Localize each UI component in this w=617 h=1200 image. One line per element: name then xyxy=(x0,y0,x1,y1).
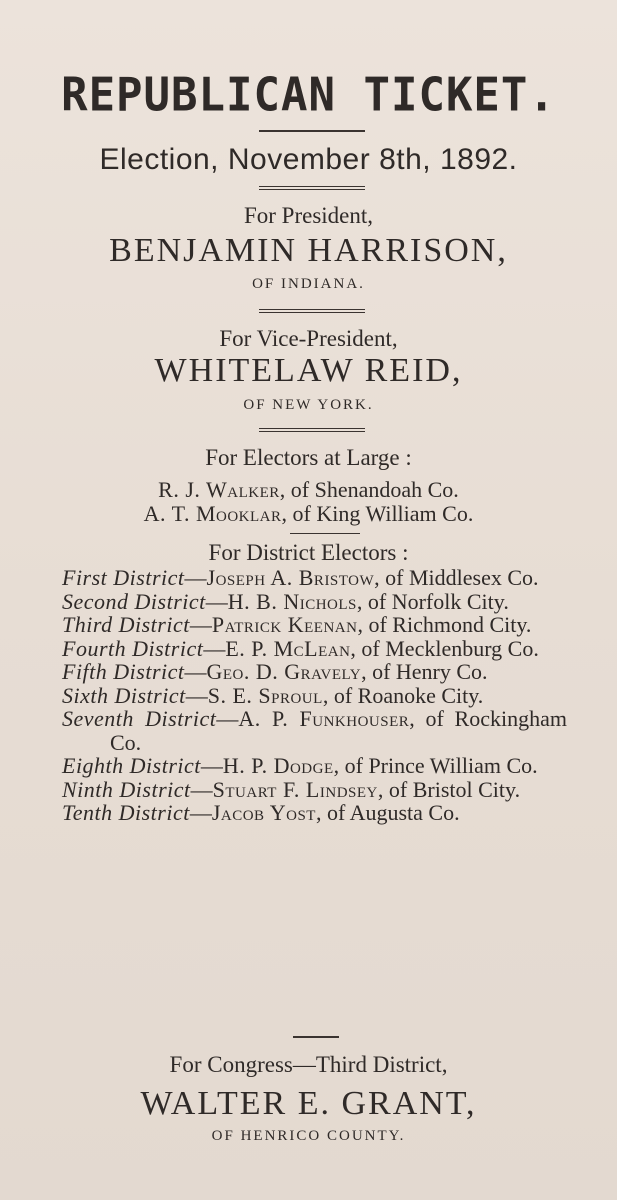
president-office: For President, xyxy=(243,203,374,228)
district-entry: Tenth District—Jacob Yost, of Augusta Co. xyxy=(62,800,460,825)
election-date: Election, November 8th, 1892. xyxy=(99,143,518,176)
divider xyxy=(259,186,365,190)
divider xyxy=(290,533,360,534)
district-electors-list xyxy=(62,566,567,825)
divider xyxy=(293,1036,339,1038)
district-entry: Fifth District—Geo. D. Gravely, of Henry Co. xyxy=(62,659,488,684)
elector-at-large xyxy=(0,501,617,527)
vice-president-name: WHITELAW REID, xyxy=(154,352,463,389)
elector-place: , of King William Co. xyxy=(281,501,474,526)
divider xyxy=(259,428,365,432)
district-electors-heading: For District Electors : xyxy=(208,540,409,565)
district-entry: Ninth District—Stuart F. Lindsey, of Bristol City. xyxy=(62,776,521,802)
congress-name: WALTER E. GRANT, xyxy=(140,1085,477,1122)
elector-name: A. T. Mooklar xyxy=(143,501,282,526)
vice-president-state: OF NEW YORK. xyxy=(243,397,374,413)
district-entry: Eighth District—H. P. Dodge, of Prince William Co. xyxy=(62,753,538,778)
divider xyxy=(259,309,365,313)
elector-name: R. J. Walker xyxy=(158,477,280,502)
vice-president-office: For Vice-President, xyxy=(219,326,398,351)
electors-at-large-heading: For Electors at Large : xyxy=(205,445,412,470)
president-name: BENJAMIN HARRISON, xyxy=(109,232,508,269)
elector-place: , of Shenandoah Co. xyxy=(279,477,459,502)
district-entry: Second District—H. B. Nichols, of Norfolk City. xyxy=(62,588,509,614)
district-entry: Seventh District—A. P. Funkhouser, of Rockingham Co. xyxy=(62,706,567,755)
congress-state: OF HENRICO COUNTY. xyxy=(211,1128,406,1144)
divider xyxy=(259,130,365,132)
district-entry: Fourth District—E. P. McLean, of Mecklenburg Co. xyxy=(62,635,539,661)
district-entry: Sixth District—S. E. Sproul, of Roanoke City. xyxy=(62,682,484,708)
ticket-title: REPUBLICAN TICKET. xyxy=(61,68,556,123)
president-state: OF INDIANA. xyxy=(252,276,365,292)
district-entry: First District—Joseph A. Bristow, of Middlesex Co. xyxy=(62,565,539,590)
district-entry: Third District—Patrick Keenan, of Richmond City. xyxy=(62,612,532,637)
elector-at-large xyxy=(0,477,617,503)
congress-office: For Congress—Third District, xyxy=(169,1052,448,1077)
